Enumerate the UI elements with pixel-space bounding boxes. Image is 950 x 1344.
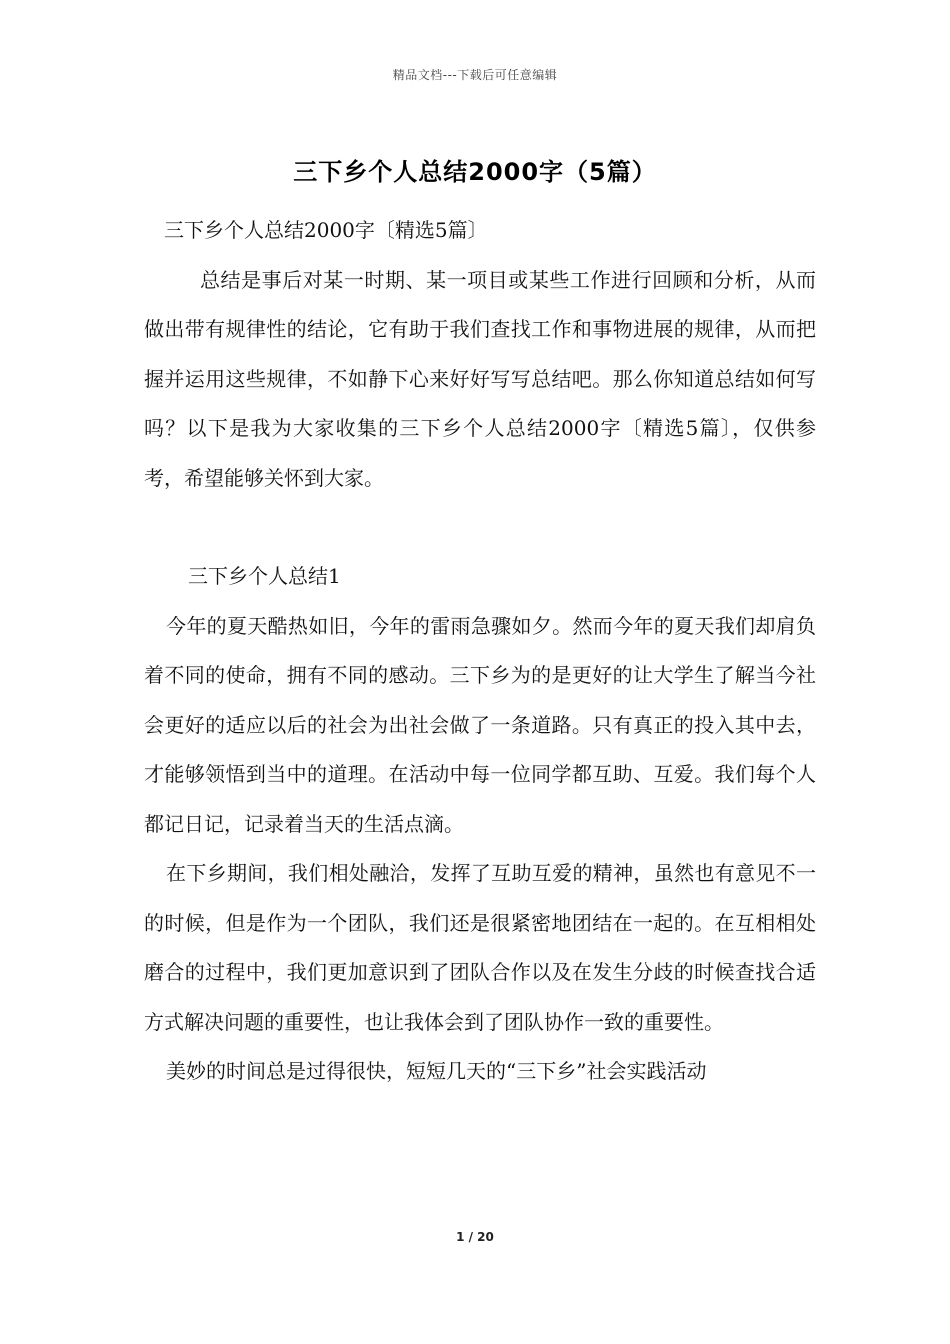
body-paragraph: 在下乡期间，我们相处融洽，发挥了互助互爱的精神，虽然也有意见不一的时候，但是作为一个团队，我们还是很紧密地团结在一起的。在互相相处磨合的过程中，我们更加意识到了团队合作以及在发生分歧的时候查找合适方式解决问题的重要性，也让我体会到了团队协作一致的重要性。 bbox=[144, 861, 816, 1034]
section-heading: 三下乡个人总结1 bbox=[188, 564, 341, 588]
document-body bbox=[144, 206, 816, 1097]
document-title: 三下乡个人总结2000字（5篇） bbox=[293, 158, 657, 186]
section-spacer bbox=[144, 503, 816, 552]
body-paragraph: 今年的夏天酷热如旧，今年的雷雨急骤如夕。然而今年的夏天我们却肩负着不同的使命，拥有不同的感动。三下乡为的是更好的让大学生了解当今社会更好的适应以后的社会为出社会做了一条道路。只有真正的投入其中去，才能够领悟到当中的道理。在活动中每一位同学都互助、互爱。我们每个人都记日记，记录着当天的生活点滴。 bbox=[144, 613, 816, 836]
intro-paragraph: 总结是事后对某一时期、某一项目或某些工作进行回顾和分析，从而做出带有规律性的结论，它有助于我们查找工作和事物进展的规律，从而把握并运用这些规律，不如静下心来好好写写总结吧。那么你知道总结如何写吗？以下是我为大家收集的三下乡个人总结2000字〔精选5篇〕，仅供参考，希望能够关怀到大家。 bbox=[144, 267, 816, 490]
page-number: 1 / 20 bbox=[456, 1230, 494, 1244]
body-paragraph: 美妙的时间总是过得很快，短短几天的“三下乡”社会实践活动 bbox=[166, 1059, 707, 1083]
document-subtitle: 三下乡个人总结2000字〔精选5篇〕 bbox=[164, 218, 488, 242]
page-header: 精品文档---下载后可任意编辑 bbox=[392, 68, 558, 82]
